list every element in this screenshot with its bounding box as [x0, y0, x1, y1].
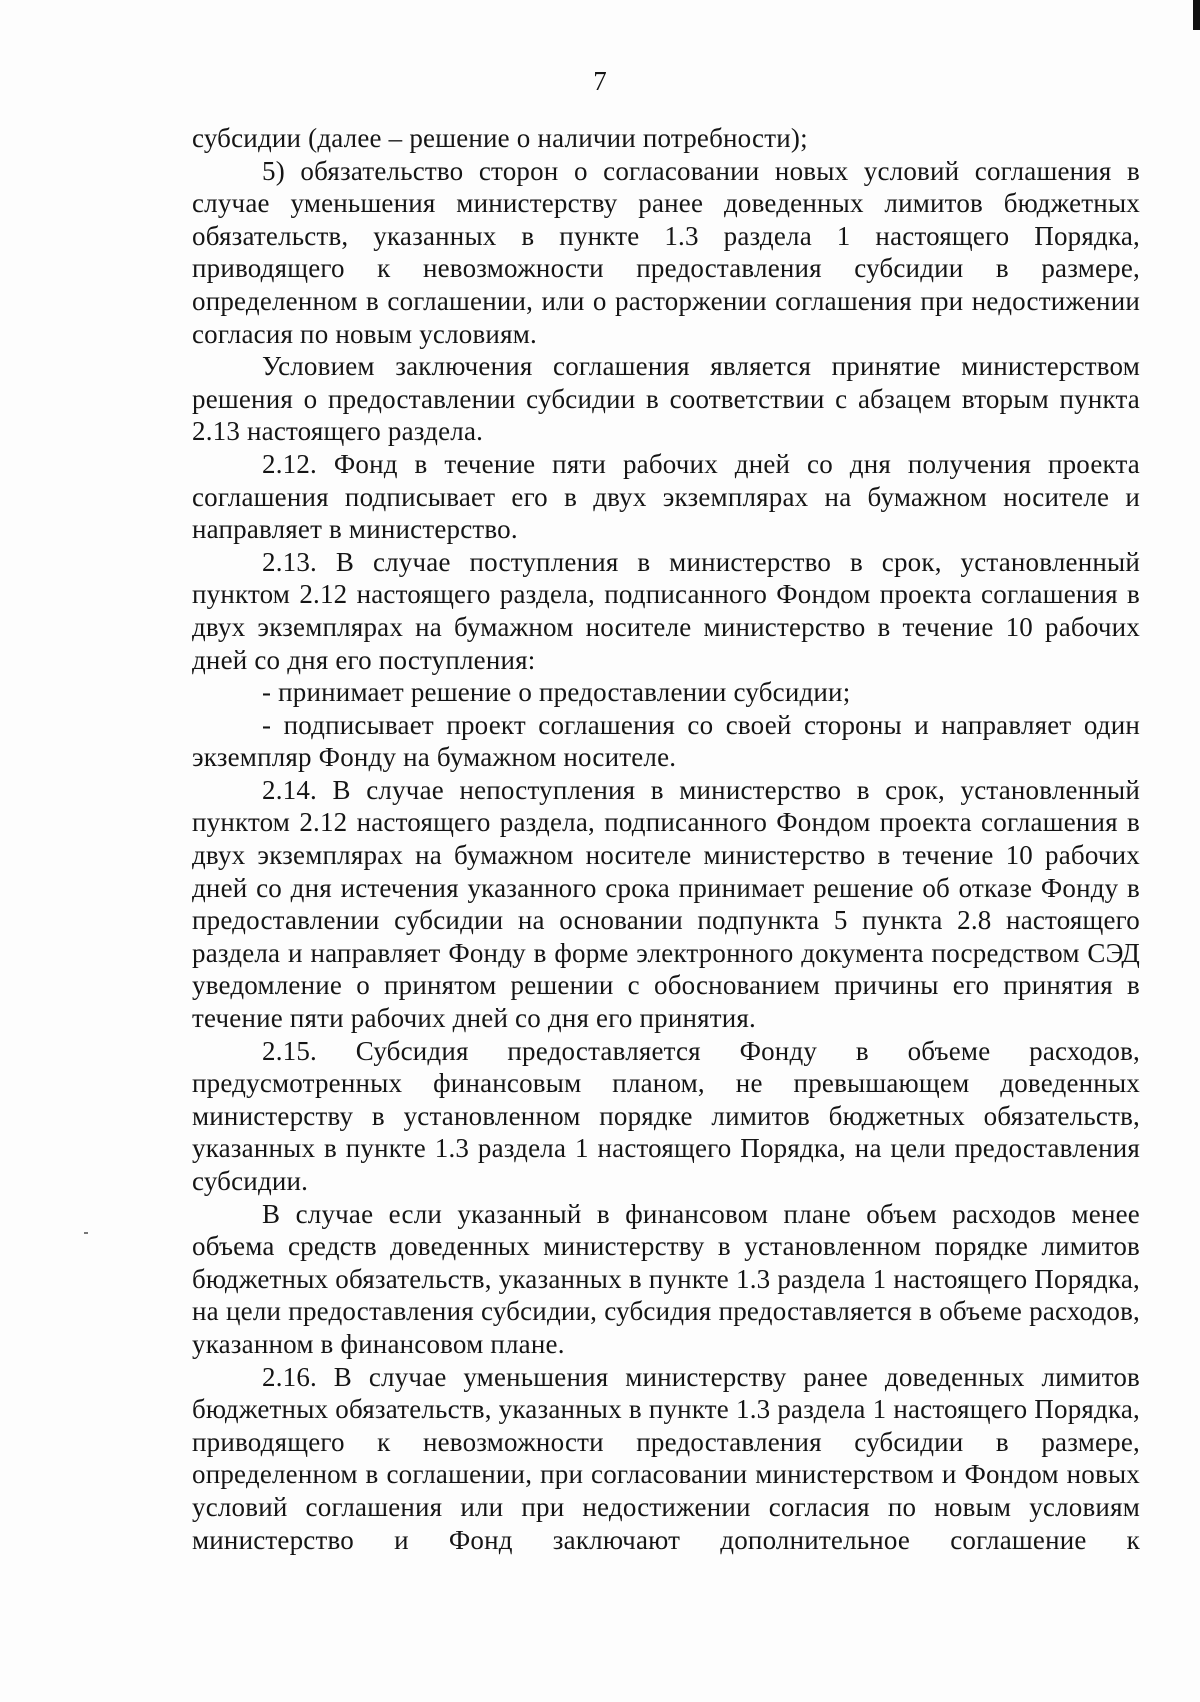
scan-margin-speck: [84, 1232, 88, 1234]
list-item-signing: - подписывает проект соглашения со своей стороны и направляет один экземпляр Фонду на бумажном носителе.: [192, 709, 1140, 773]
list-item-decision: - принимает решение о предоставлении субсидии;: [262, 677, 851, 708]
paragraph-item-5: 5) обязательство сторон о согласовании новых условий соглашения в случае уменьшения министерству ранее доведенных лимитов бюджетных обязательств, указанных в пункте 1.3 раздела 1 настоящего Порядка, приводящего к невозможности предоставления субсидии в размере, определенном в соглашении, или о расторжении соглашения при недостижении согласия по новым условиям.: [192, 155, 1140, 349]
scan-corner-mark: [1193, 0, 1200, 30]
paragraph-2-13: 2.13. В случае поступления в министерство в срок, установленный пунктом 2.12 настоящего раздела, подписанного Фондом проекта соглашения в двух экземплярах на бумажном носителе министерство в течение 10 рабочих дней со дня его поступления:: [192, 546, 1140, 675]
document-body: [192, 122, 1140, 1556]
paragraph-2-14: 2.14. В случае непоступления в министерство в срок, установленный пунктом 2.12 настоящего раздела, подписанного Фондом проекта соглашения в двух экземплярах на бумажном носителе министерство в течение 10 рабочих дней со дня истечения указанного срока принимает решение об отказе Фонду в предоставлении субсидии на основании подпункта 5 пункта 2.8 настоящего раздела и направляет Фонду в форме электронного документа посредством СЭД уведомление о принятом решении с обоснованием причины его принятия в течение пяти рабочих дней со дня его принятия.: [192, 774, 1140, 1034]
paragraph-2-15: 2.15. Субсидия предоставляется Фонду в объеме расходов, предусмотренных финансовым планом, не превышающем доведенных министерству в установленном порядке лимитов бюджетных обязательств, указанных в пункте 1.3 раздела 1 настоящего Порядка, на цели предоставления субсидии.: [192, 1035, 1140, 1196]
paragraph-2-12: 2.12. Фонд в течение пяти рабочих дней со дня получения проекта соглашения подписывает его в двух экземплярах на бумажном носителе и направляет в министерство.: [192, 448, 1140, 545]
paragraph-2-16: 2.16. В случае уменьшения министерству ранее доведенных лимитов бюджетных обязательств, указанных в пункте 1.3 раздела 1 настоящего Порядка, приводящего к невозможности предоставления субсидии в размере, определенном в соглашении, при согласовании министерством и Фондом новых условий соглашения или при недостижении согласия по новым условиям министерство и Фонд заключают дополнительное соглашение к: [192, 1361, 1140, 1555]
paragraph-volume-case: В случае если указанный в финансовом плане объем расходов менее объема средств доведенных министерству в установленном порядке лимитов бюджетных обязательств, указанных в пункте 1.3 раздела 1 настоящего Порядка, на цели предоставления субсидии, субсидия предоставляется в объеме расходов, указанном в финансовом плане.: [192, 1198, 1140, 1359]
page-number: 7: [593, 66, 607, 96]
paragraph-condition: Условием заключения соглашения является принятие министерством решения о предоставлении субсидии в соответствии с абзацем вторым пункта 2.13 настоящего раздела.: [192, 351, 1140, 447]
paragraph-continuation: субсидии (далее – решение о наличии потребности);: [192, 123, 808, 153]
